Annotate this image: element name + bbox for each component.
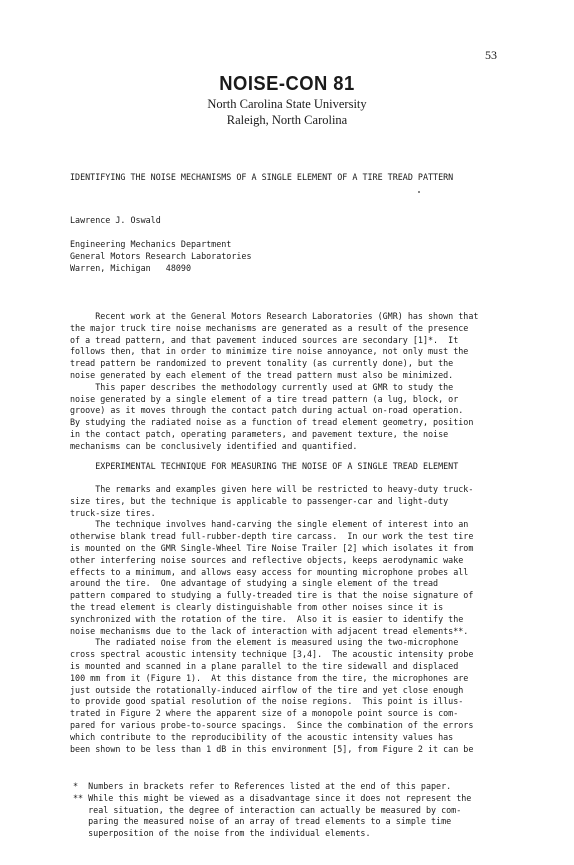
footnote: ** While this might be viewed as a disadvantage since it does not represent the real situation, the degree of interaction can actually be measured by com- paring the measured noise of an array of tread elements to a simple time superposition of the noise from the individual elements. bbox=[73, 792, 472, 839]
page-number: 53 bbox=[485, 48, 497, 62]
author-name: Lawrence J. Oswald bbox=[70, 215, 161, 225]
footnotes bbox=[73, 781, 471, 840]
paragraph: The remarks and examples given here will be restricted to heavy-duty truck- size tires, but the technique is applicable to passenger-car and light-duty truck-size tires. bbox=[70, 484, 474, 518]
introduction bbox=[70, 311, 478, 453]
section-body bbox=[70, 484, 473, 755]
paper-title: IDENTIFYING THE NOISE MECHANISMS OF A SINGLE ELEMENT OF A TIRE TREAD PATTERN bbox=[70, 172, 454, 182]
author-affiliation bbox=[70, 239, 252, 274]
affiliation-line: Warren, Michigan 48090 bbox=[70, 262, 192, 273]
affiliation-line: General Motors Research Laboratories bbox=[70, 250, 252, 261]
paragraph: This paper describes the methodology currently used at GMR to study the noise generated by a single element of a tire tread pattern (a lug, block, or groove) as it moves through the contact patch during actual on-road operation. By studying the radiated noise as a function of tread element geometry, position in the contact patch, operating parameters, and pavement texture, the noise mechanisms can be conclusively identified and quantified. bbox=[70, 381, 474, 451]
paragraph: The radiated noise from the element is measured using the two-microphone cross spectral acoustic intensity technique [3,4]. The acoustic intensity probe is mounted and scanned in a plane parallel to the tire sidewall and displaced 100 mm from it (Figure 1). At this distance from the tire, the microphones are just outside the rotationally-induced airflow of the tire and yet close enough to provide good spatial resolution of the noise regions. This point is illus- trated in Figure 2 where the apparent size of a monopole point source is com- pared for various probe-to-source spacings. Since the combination of the errors which contribute to the reproducibility of the acoustic intensity values has been shown to be less than 1 dB in this environment [5], from Figure 2 it can be bbox=[70, 637, 474, 754]
conference-masthead bbox=[0, 72, 574, 128]
affiliation-line: Engineering Mechanics Department bbox=[70, 239, 232, 249]
speck-mark bbox=[418, 191, 420, 193]
conference-location: Raleigh, North Carolina bbox=[226, 113, 348, 127]
section-heading: EXPERIMENTAL TECHNIQUE FOR MEASURING THE NOISE OF A SINGLE TREAD ELEMENT bbox=[70, 461, 459, 471]
paragraph: Recent work at the General Motors Research Laboratories (GMR) has shown that the major truck tire noise mechanisms are generated as a result of the presence of a tread pattern, and that pavement induced sources are secondary [1]*. It follows then, that in order to minimize tire noise annoyance, not only must the tread pattern be randomized to prevent tonality (as currently done), but the noise generated by each element of the tread pattern must also be minimized. bbox=[70, 311, 479, 380]
conference-institution: North Carolina State University bbox=[207, 97, 367, 111]
footnote: * Numbers in brackets refer to References listed at the end of this paper. bbox=[73, 781, 452, 791]
conference-title: NOISE-CON 81 bbox=[219, 73, 355, 95]
paragraph: The technique involves hand-carving the single element of interest into an otherwise blank tread full-rubber-depth tire carcass. In our work the test tire is mounted on the GMR Single-Wheel Tire Noise Trailer [2] which isolates it from other interfering noise sources and reflective objects, keeps aerodynamic wake effects to a minimum, and allows easy access for mounting microphone probes all around the tire. One advantage of studying a single element of the tread pattern compared to studying a fully-treaded tire is that the noise signature of the tread element is clearly distinguishable from other noises since it is synchronized with the rotation of the tire. Also it is easier to identify the noise mechanisms due to the lack of interaction with adjacent tread elements**. bbox=[70, 519, 474, 636]
